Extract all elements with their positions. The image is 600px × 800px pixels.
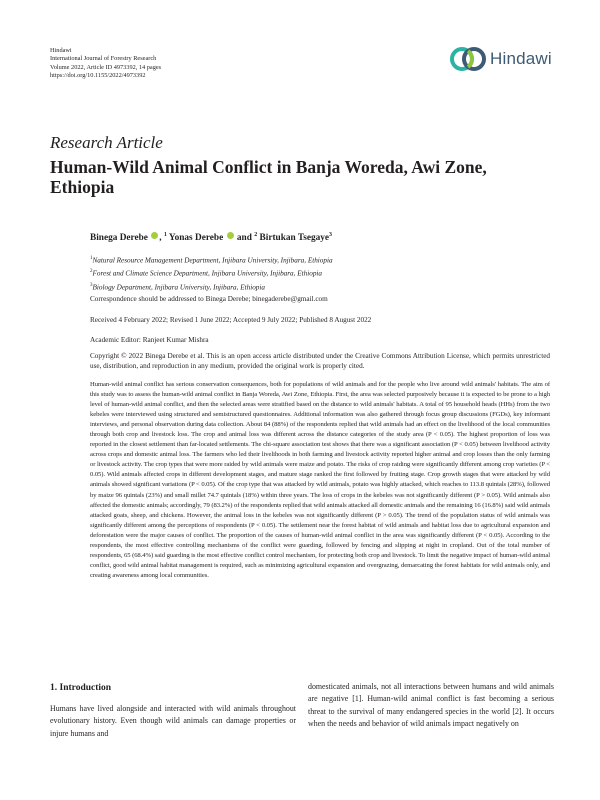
- logo-wordmark: Hindawi: [490, 49, 552, 68]
- article-title: Human-Wild Animal Conflict in Banja Woreda, Awi Zone, Ethiopia: [50, 157, 487, 197]
- author-affil-sup: 1: [163, 232, 167, 238]
- affiliation-sup: 1: [90, 256, 93, 261]
- affiliation-sup: 3: [90, 282, 93, 288]
- orcid-icon[interactable]: [151, 232, 158, 239]
- affiliation-text: Forest and Climate Science Department, Injibara University, Injibara, Ethiopia: [92, 269, 323, 278]
- author-affil-sup: 3: [329, 232, 333, 238]
- academic-editor: Academic Editor: Ranjeet Kumar Mishra: [90, 336, 209, 344]
- affiliation-text: Natural Resource Management Department, Injibara University, Injibara, Ethiopia: [92, 256, 333, 265]
- affiliations: [90, 253, 333, 293]
- author-affil-sup: 2: [254, 232, 258, 238]
- doi-link[interactable]: https://doi.org/10.1155/2022/4973392: [50, 72, 146, 80]
- author-list: [90, 232, 332, 243]
- journal-name: International Journal of Forestry Research: [50, 55, 157, 63]
- author-name[interactable]: Yonas Derebe: [168, 233, 224, 244]
- publisher-name: Hindawi: [50, 47, 72, 54]
- article-type: Research Article: [50, 133, 163, 152]
- author-separator: and: [234, 233, 255, 244]
- copyright-notice: Copyright © 2022 Binega Derebe et al. This is an open access article distributed under the Creative Commons Attribution License, which permits unrestricted use, distribution, and reproduction in any medium, provided the original work is properly cited.: [90, 352, 550, 370]
- section-heading: 1. Introduction: [50, 683, 112, 693]
- affiliation-item: [90, 280, 333, 293]
- volume-info: Volume 2022, Article ID 4973392, 14 pages: [50, 63, 162, 71]
- affiliation-item: [90, 253, 333, 266]
- author-name[interactable]: Birtukan Tsegaye: [259, 233, 330, 244]
- publication-dates: Received 4 February 2022; Revised 1 June 2022; Accepted 9 July 2022; Published 8 August 2022: [90, 316, 372, 324]
- affiliation-text: Biology Department, Injibara University, Injibara, Ethiopia: [92, 283, 265, 292]
- orcid-icon[interactable]: [227, 232, 234, 239]
- author-separator: ,: [159, 233, 164, 244]
- hindawi-rings-icon: [448, 46, 488, 72]
- hindawi-logo: [448, 46, 552, 72]
- body-column-left: Humans have lived alongside and interacted with wild animals throughout evolutionary history. Even though wild animals can damage properties or injure humans and: [50, 704, 296, 738]
- journal-meta: [50, 47, 161, 81]
- body-column-right: domesticated animals, not all interactions between humans and wild animals are negative [1]. Human-wild animal conflict is fast becoming a serious threat to the survival of many endangered species in the world [2]. It occurs when the needs and behavior of wild animals impact negatively on: [308, 682, 554, 728]
- author-name[interactable]: Binega Derebe: [90, 233, 148, 244]
- affiliation-sup: 2: [90, 269, 93, 275]
- abstract-text: Human-wild animal conflict has serious conservation consequences, both for populations of wild animals and for the people who live around wild animals' habitats. The aim of this study was to assess the human-wild animal conflict in Banja Woreda, Awi Zone, Ethiopia. First, the area was selected purposively because it is expected to be prone to a high level of human-wild animal conflict, and then the selected areas were stratified based on the distance to wild animals' habitats. A total of 95 household heads (HHs) from the two kebeles were interviewed using structured and semistructured questionnaires. Additional information was also gathered through focus group discussions (FGDs), key informant interviews, and personal observation during data collection. About 84 (88%) of the respondents replied that wild animals had an effect on the livelihood of the local communities through both crop and livestock loss. The crop and animal loss was different across the distance categories of the study area (P < 0.05). The highest proportion of loss was reported in the closest settlement than far-located settlements. The chi-square association test shows that there was a significant association (P < 0.05) between livelihood activity across crops and domestic animal loss. The farmers who led their livelihoods in both farming and livestock activity reported higher animal and crop losses than the only farming or livestock activity. The crop types that were more raided by wild animals were maize and potato. The risks of crop raiding were significantly different among crop varieties (P < 0.05). Wild animals affected crops in different development stages, and mature stage ranked the first followed by fruiting stage. Crop growth stages that were attacked by wild animals showed significant variations (P < 0.05). Of the crop type that was attacked by wild animals, potato was highly attacked, which reaches to 113.8 quintals (28%), followed by maize 96 quintals (23%) and small millet 74.7 quintals (18%) within three years. The loss of crops in the kebeles was not significantly different (P > 0.05). Wild animals also affected the domestic animals; accordingly, 79 (83.2%) of the respondents replied that wild animals attacked all domestic animals and the remaining 16 (16.8%) said wild animals attacked goats, sheep, and chickens. However, the animal loss in the kebeles was not significantly different (P > 0.05). The trend of the population status of wild animals was significantly different among the perceptions of respondents (P < 0.05). The settlement near the forest habitat of wild animals and habitat loss due to agricultural expansion and deforestation were the major causes of conflict. The proportion of the causes of human-wild animal conflict in the area was significantly different (P < 0.05). According to the respondents, the most effective controlling mechanisms of the conflict were guarding, followed by fencing and slipping at night in cropland. Out of the total number of respondents, 65 (68.4%) said guarding is the most effective conflict control mechanism, for protecting both crop and livestock. To limit the negative impact of human-wild animal conflict, good wild animal habitat management is required, such as minimizing agricultural expansion and overgrazing, demarcating the forest habitats for wild animals only, and creating awareness among local communities.: [90, 381, 551, 579]
- correspondence: Correspondence should be addressed to Binega Derebe; binegaderebe@gmail.com: [90, 295, 328, 303]
- affiliation-item: [90, 266, 333, 279]
